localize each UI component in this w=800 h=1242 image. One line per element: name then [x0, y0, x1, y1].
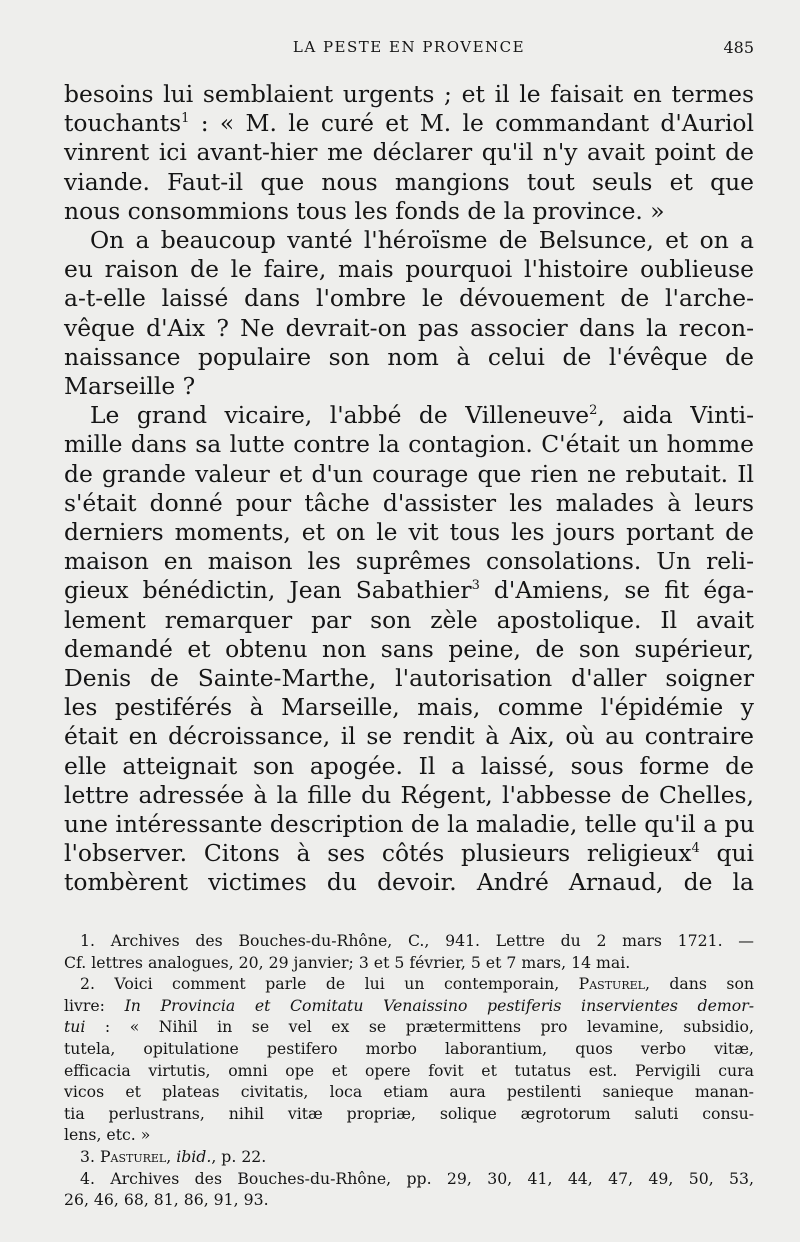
running-title: LA PESTE EN PROVENCE [292, 38, 526, 56]
text-line: naissance populaire son nom à celui de l'évêque de [64, 342, 754, 371]
footnote-line: 3. Pasturel, ibid., p. 22. [80, 1146, 267, 1166]
text-line: eu raison de le faire, mais pourquoi l'histoire oublieuse [64, 255, 754, 284]
text-line: demandé et obtenu non sans peine, de son supérieur, [64, 634, 754, 663]
text-line: de grande valeur et d'un courage que rien ne rebutait. Il [64, 459, 754, 488]
author-name: Pasturel [578, 974, 645, 994]
text-line: Marseille ? [64, 372, 196, 401]
text-line: gieux bénédictin, Jean Sabathier$^3$ d'Amiens, se fit éga- [64, 576, 754, 605]
text-line: vêque d'Aix ? Ne devrait-on pas associer dans la recon- [64, 313, 754, 342]
body-text [64, 80, 754, 898]
text-line: les pestiférés à Marseille, mais, comme l'épidémie y [64, 693, 754, 722]
text-line: l'observer. Citons à ses côtés plusieurs religieux$^4$ qui [64, 839, 754, 868]
author-name: Pasturel [99, 1146, 167, 1166]
footnote-line: livre: In Provincia et Comitatu Venaissino pestiferis inservientes demor- [64, 995, 754, 1015]
footnote-ref: 4 [691, 841, 700, 857]
footnote-line: lens, etc. » [64, 1125, 151, 1145]
footnote-line: 2. Voici comment parle de lui un contemporain, Pasturel, dans son [80, 974, 755, 994]
text-line: lettre adressée à la fille du Régent, l'abbesse de Chelles, [64, 780, 754, 809]
ibid-mark: ibid. [176, 1146, 212, 1166]
text-line: tombèrent victimes du devoir. André Arnaud, de la [64, 868, 754, 897]
text-line: touchants$^1$ : « M. le curé et M. le commandant d'Auriol [64, 109, 754, 138]
footnote-line: Cf. lettres analogues, 20, 29 janvier; 3 et 5 février, 5 et 7 mars, 14 mai. [64, 952, 631, 972]
text-line: nous consommions tous les fonds de la province. » [64, 196, 665, 225]
text-line: lement remarquer par son zèle apostolique. Il avait [64, 605, 754, 634]
text-line: était en décroissance, il se rendit à Aix, où au contraire [64, 722, 754, 751]
book-title-end: tui [64, 1017, 86, 1037]
text-line: maison en maison les suprêmes consolations. Un reli- [64, 547, 754, 576]
footnote-line: 4. Archives des Bouches-du-Rhône, pp. 29, 30, 41, 44, 47, 49, 50, 53, [80, 1168, 754, 1188]
footnotes [64, 930, 754, 1211]
text-line: vinrent ici avant-hier me déclarer qu'il n'y avait point de [64, 138, 754, 167]
footnote-line: 26, 46, 68, 81, 86, 91, 93. [64, 1190, 269, 1210]
text-line: viande. Faut-il que nous mangions tout seuls et que [64, 167, 754, 196]
text-line: mille dans sa lutte contre la contagion. C'était un homme [64, 430, 754, 459]
text-line: s'était donné pour tâche d'assister les malades à leurs [64, 488, 754, 517]
page-header [64, 38, 754, 62]
text-line: On a beaucoup vanté l'héroïsme de Belsunce, et on a [90, 226, 754, 255]
footnote-ref: 3 [471, 578, 480, 594]
footnote-line: tia perlustrans, nihil vitæ propriæ, solique ægrotorum saluti consu- [64, 1103, 754, 1123]
page-number: 485 [723, 38, 754, 57]
footnote-line: 1. Archives des Bouches-du-Rhône, C., 941. Lettre du 2 mars 1721. — [80, 931, 754, 950]
text-line: elle atteignait son apogée. Il a laissé, sous forme de [64, 751, 754, 780]
text-line: une intéressante description de la maladie, telle qu'il a pu [64, 810, 755, 839]
text-line: Denis de Sainte-Marthe, l'autorisation d'aller soigner [64, 664, 754, 693]
book-title: In Provincia et Comitatu Venaissino pestiferis inservientes demor- [124, 995, 754, 1015]
text-line: Le grand vicaire, l'abbé de Villeneuve$^2$, aida Vinti- [90, 401, 754, 430]
text-line: besoins lui semblaient urgents ; et il le faisait en termes [64, 80, 754, 108]
footnote-line: tui : « Nihil in se vel ex se prætermittens pro levamine, subsidio, [64, 1017, 754, 1037]
text-line: a-t-elle laissé dans l'ombre le dévouement de l'arche- [64, 284, 754, 313]
footnote-line: tutela, opitulatione pestifero morbo laborantium, quos verbo vitæ, [64, 1038, 754, 1058]
text-line: derniers moments, et on le vit tous les jours portant de [64, 518, 754, 547]
footnote-line: vicos et plateas civitatis, loca etiam aura pestilenti sanieque manan- [64, 1082, 754, 1102]
footnote-ref: 2 [589, 403, 598, 419]
footnote-line: efficacia virtutis, omni ope et opere fovit et tutatus est. Pervigili cura [64, 1060, 754, 1080]
footnote-ref: 1 [181, 111, 190, 127]
